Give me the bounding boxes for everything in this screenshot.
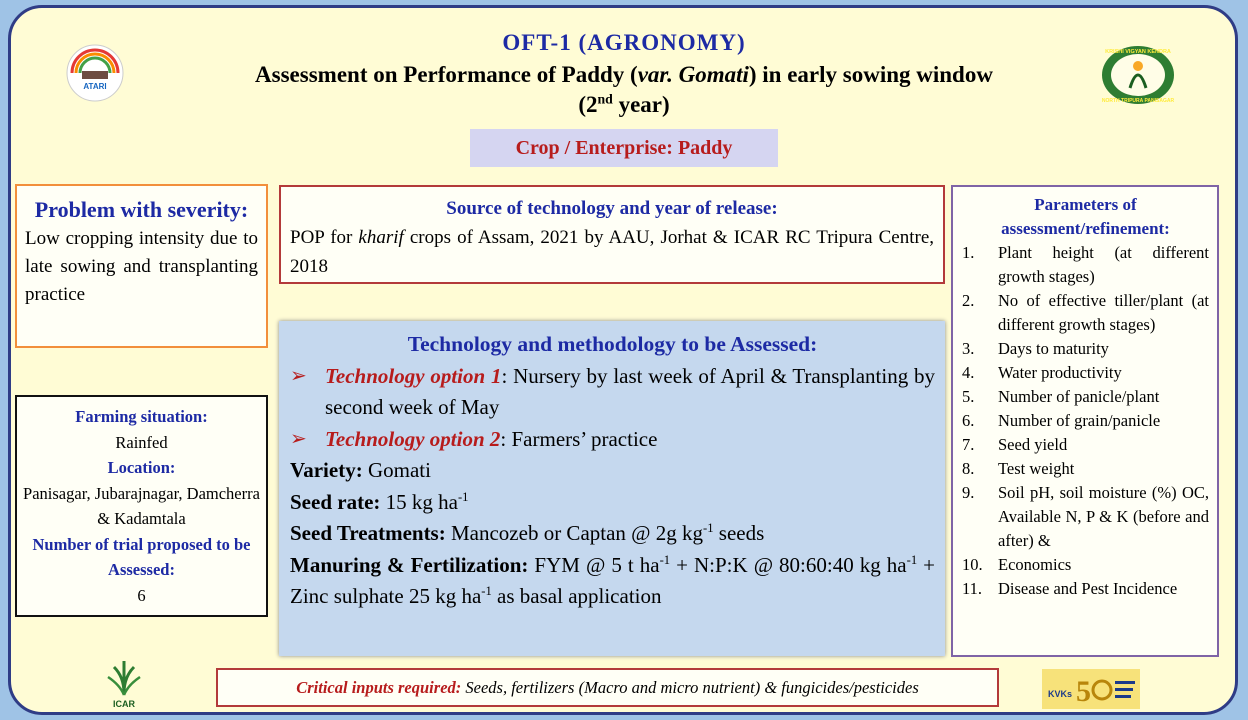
parameter-text: Test weight [998,459,1075,478]
parameter-number: 1. [962,243,975,262]
parameter-item [962,361,1209,385]
parameter-item [962,409,1209,433]
parameter-text: Days to maturity [998,339,1109,358]
parameter-item [962,457,1209,481]
parameter-text: Disease and Pest Incidence [998,579,1178,598]
svg-text:KVKs: KVKs [1048,689,1073,699]
parameter-item [962,577,1209,601]
critical-inputs-text: Seeds, fertilizers (Macro and micro nutrient) & fungicides/pesticides [461,677,919,697]
parameter-text: Plant height (at different growth stages) [998,243,1209,286]
svg-text:ICAR: ICAR [113,699,135,709]
parameter-number: 7. [962,435,975,454]
parameter-number: 10. [962,555,983,574]
location-label: Location: [107,458,176,477]
parameter-number: 4. [962,363,975,382]
arrow-bullet-icon: ➢ [290,364,307,387]
critical-inputs-label: Critical inputs required: [296,677,462,697]
parameter-text: No of effective tiller/plant (at different growth stages) [998,291,1209,334]
parameter-number: 6. [962,411,975,430]
kvk-50-logo [1042,669,1140,709]
technology-box [279,321,945,656]
variety-line: Variety: Gomati [290,458,431,482]
manuring-line: Manuring & Fertilization: FYM @ 5 t $ha^{-1}$ + N:P:K @ 80:60:40 kg $ha^{-1}$ + Zinc sulphate 25 kg $ha^{-1}$ as basal application [290,552,936,608]
parameter-item [962,481,1209,553]
parameter-number: 8. [962,459,975,478]
trial-label: Number of trial proposed to be Assessed: [32,534,251,579]
farming-situation-label: Farming situation: [75,407,208,426]
parameter-number: 2. [962,291,975,310]
parameter-text: Soil pH, soil moisture (%) OC, Available N, P & K (before and after) & [998,483,1209,550]
parameter-text: Seed yield [998,435,1068,454]
problem-box [15,184,268,348]
svg-text:NORTH TRIPURA PANISAGAR: NORTH TRIPURA PANISAGAR [1101,98,1175,104]
parameter-item [962,553,1209,577]
crop-enterprise-label: Crop / Enterprise: Paddy [470,129,778,167]
source-heading: Source of technology and year of release: [446,198,778,219]
svg-text:5: 5 [1076,675,1091,708]
parameters-heading: Parameters of assessment/refinement: [1001,195,1170,238]
parameter-number: 3. [962,339,975,358]
page-title: Assessment on Performance of Paddy (var. Gomati) in early sowing window (2nd year) [255,62,993,117]
parameter-number: 5. [962,387,975,406]
technology-option-1: ➢ Technology option 1: Nursery by last week of April & Transplanting by second week of May [290,361,935,424]
parameter-text: Number of grain/panicle [998,411,1161,430]
source-box [279,185,945,284]
svg-text:ATARI: ATARI [83,82,107,91]
svg-text:KRISHI VIGYAN KENDRA: KRISHI VIGYAN KENDRA [1105,49,1171,55]
parameter-text: Water productivity [998,363,1122,382]
seed-rate-line: Seed rate: 15 kg $ha^{-1}$ [290,489,469,514]
oft-title: OFT-1 (AGRONOMY) [502,30,746,55]
parameter-item [962,337,1209,361]
parameter-item [962,289,1209,337]
parameter-number: 9. [962,483,975,502]
parameter-item [962,385,1209,409]
farming-situation-value: Rainfed [115,432,168,452]
arrow-bullet-icon: ➢ [290,427,307,450]
parameter-item [962,433,1209,457]
icar-logo [100,657,148,709]
critical-inputs-box [216,668,999,707]
parameter-text: Economics [998,555,1072,574]
parameter-item [962,241,1209,289]
parameters-list [962,241,1209,601]
parameters-box [951,185,1219,657]
parameter-number: 11. [962,579,983,598]
problem-heading: Problem with severity: [34,197,249,222]
parameter-text: Number of panicle/plant [998,387,1160,406]
trial-value: 6 [137,585,146,605]
location-value: Panisagar, Jubarajnagar, Damcherra & Kadamtala [23,483,260,528]
source-body: POP for kharif crops of Assam, 2021 by AAU, Jorhat & ICAR RC Tripura Centre, 2018 [290,227,935,277]
technology-heading: Technology and methodology to be Assessed: [407,332,818,356]
seed-treatment-line: Seed Treatments: Mancozeb or Captan @ 2g $kg^{-1}$ seeds [290,521,765,545]
problem-body: Low cropping intensity due to late sowing and transplanting practice [25,228,258,305]
farming-situation-box [15,395,268,617]
technology-option-2: ➢ Technology option 2: Farmers’ practice [290,424,935,456]
